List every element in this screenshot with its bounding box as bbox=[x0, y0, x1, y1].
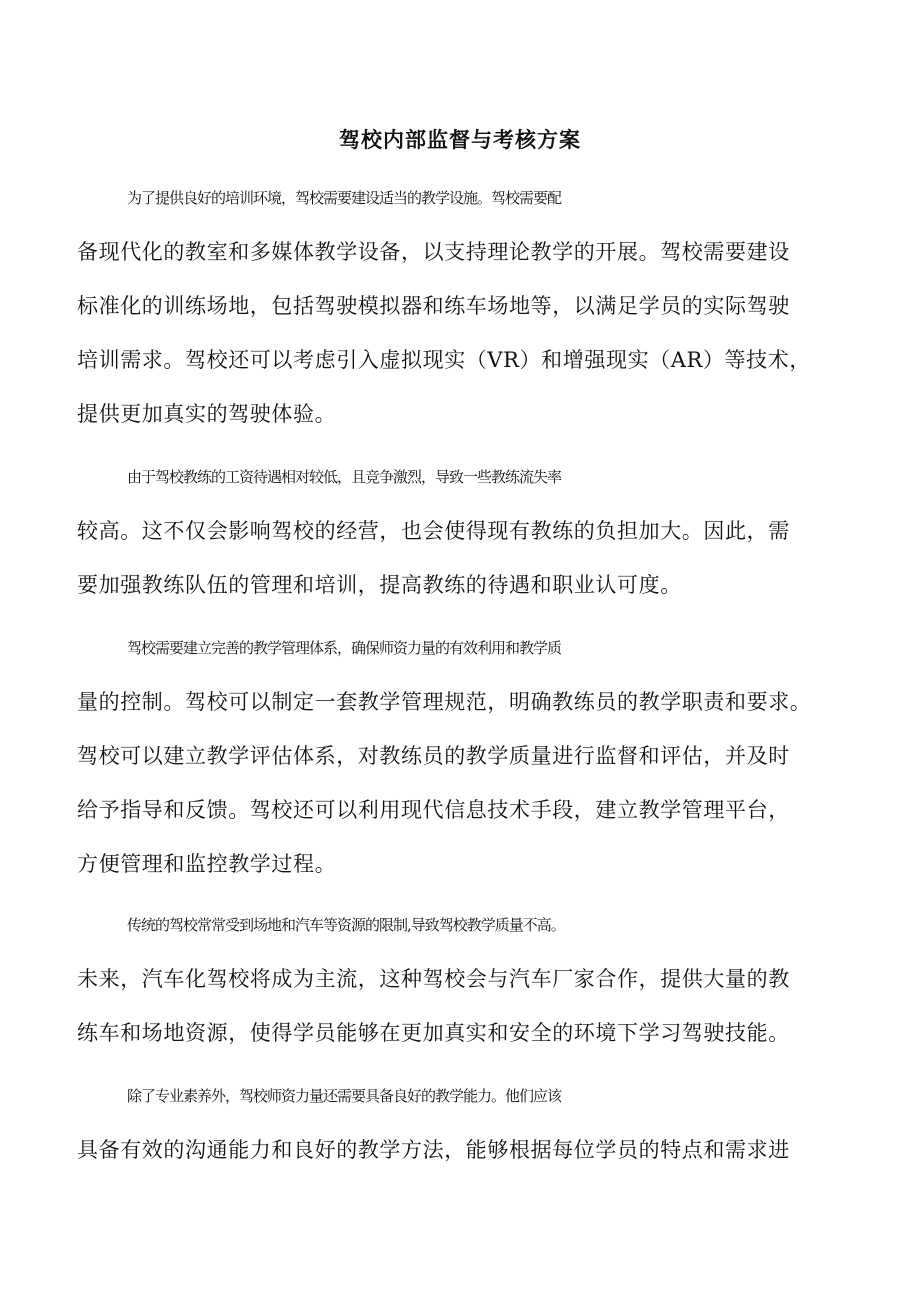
paragraph-5-line-1: 除了专业素养外，驾校师资力量还需要具备良好的教学能力。他们应该 bbox=[127, 1087, 562, 1105]
paragraph-3-line-5: 方便管理和监控教学过程。 bbox=[77, 852, 337, 876]
paragraph-2-line-1: 由于驾校教练的工资待遇相对较低，且竞争激烈，导致一些教练流失率 bbox=[127, 468, 562, 486]
paragraph-1-line-4: 培训需求。驾校还可以考虑引入虚拟现实（VR）和增强现实（AR）等技术， bbox=[77, 348, 811, 372]
paragraph-2-line-2: 较高。这不仅会影响驾校的经营，也会使得现有教练的负担加大。因此，需 bbox=[77, 519, 790, 543]
paragraph-1-line-2: 备现代化的教室和多媒体教学设备，以支持理论教学的开展。驾校需要建设 bbox=[77, 240, 790, 264]
paragraph-3-line-4: 给予指导和反馈。驾校还可以利用现代信息技术手段，建立教学管理平台， bbox=[77, 798, 790, 822]
paragraph-3-line-3: 驾校可以建立教学评估体系，对教练员的教学质量进行监督和评估，并及时 bbox=[77, 744, 790, 768]
paragraph-3-line-2: 量的控制。驾校可以制定一套教学管理规范，明确教练员的教学职责和要求。 bbox=[77, 690, 812, 714]
paragraph-3-line-1: 驾校需要建立完善的教学管理体系，确保师资力量的有效利用和教学质 bbox=[127, 639, 562, 657]
paragraph-1-line-1: 为了提供良好的培训环境，驾校需要建设适当的教学设施。驾校需要配 bbox=[127, 189, 562, 207]
paragraph-1-line-5: 提供更加真实的驾驶体验。 bbox=[77, 402, 337, 426]
paragraph-1-line-3: 标准化的训练场地，包括驾驶模拟器和练车场地等，以满足学员的实际驾驶 bbox=[77, 294, 790, 318]
document-title: 驾校内部监督与考核方案 bbox=[339, 128, 581, 152]
paragraph-4-line-3: 练车和场地资源，使得学员能够在更加真实和安全的环境下学习驾驶技能。 bbox=[77, 1021, 790, 1045]
paragraph-2-line-3: 要加强教练队伍的管理和培训，提高教练的待遇和职业认可度。 bbox=[77, 573, 682, 597]
paragraph-4-line-1: 传统的驾校常常受到场地和汽车等资源的限制,导致驾校教学质量不高。 bbox=[127, 916, 565, 934]
paragraph-4-line-2: 未来，汽车化驾校将成为主流，这种驾校会与汽车厂家合作，提供大量的教 bbox=[77, 967, 790, 991]
paragraph-5-line-2: 具备有效的沟通能力和良好的教学方法，能够根据每位学员的特点和需求进 bbox=[77, 1138, 790, 1162]
